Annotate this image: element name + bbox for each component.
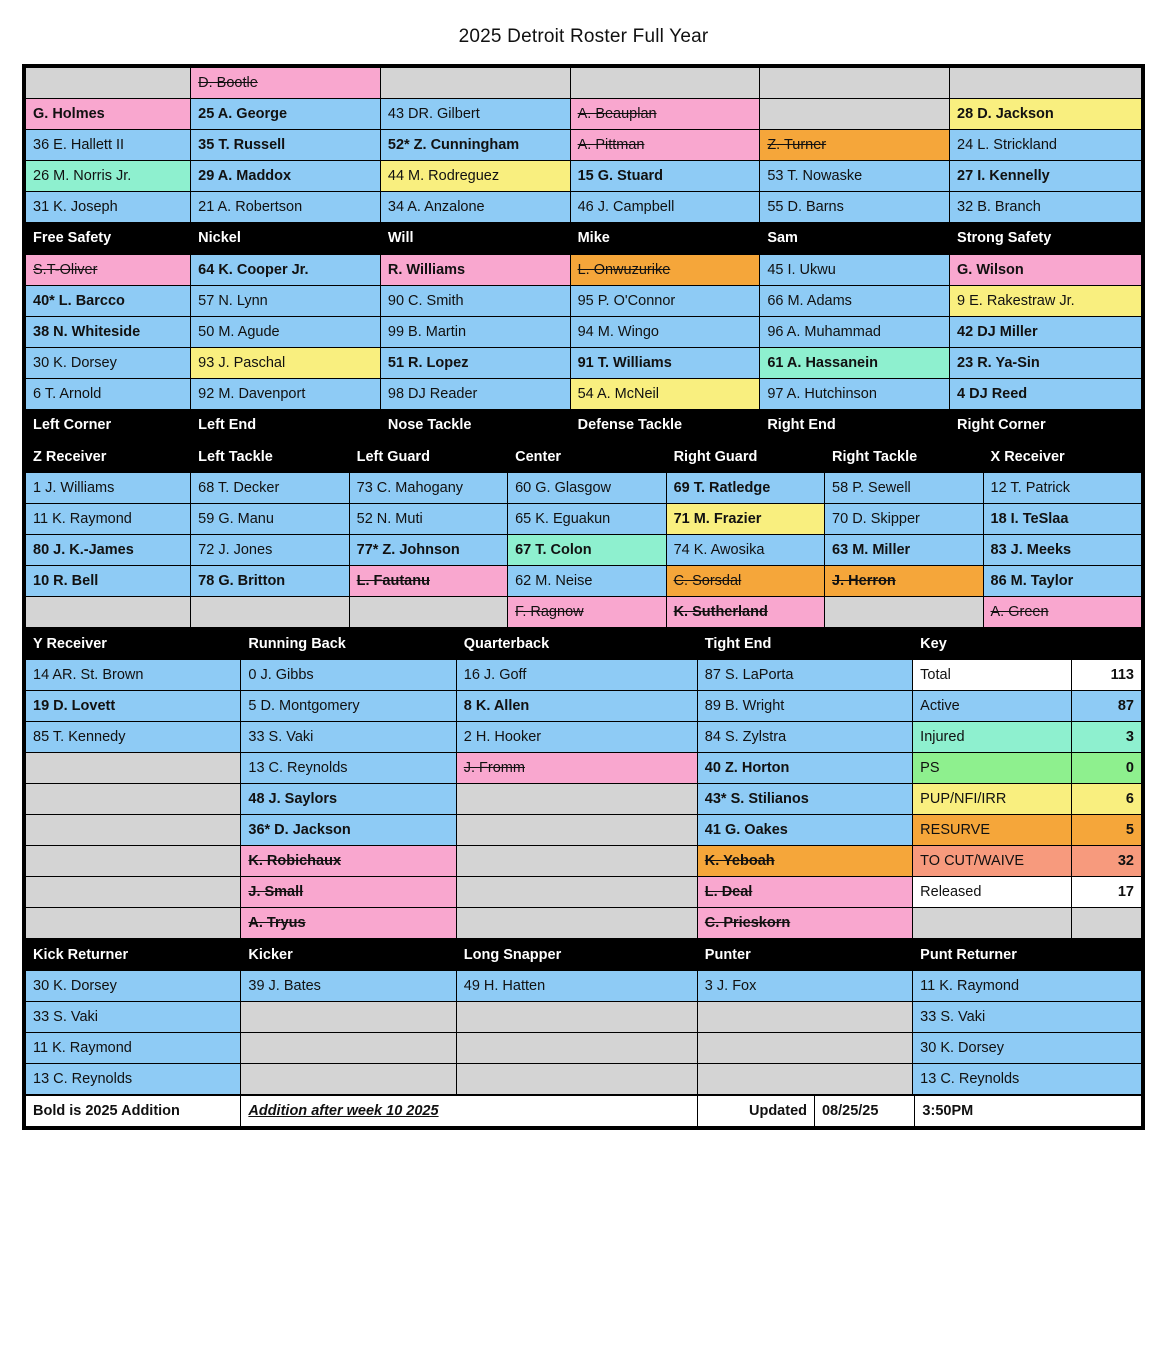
player-cell[interactable]: L. Fautanu <box>349 566 507 597</box>
column-header: Running Back <box>241 629 456 660</box>
player-cell[interactable]: 52* Z. Cunningham <box>380 130 570 161</box>
player-cell[interactable]: 31 K. Joseph <box>26 192 191 223</box>
player-cell[interactable]: 63 M. Miller <box>825 535 983 566</box>
player-cell[interactable]: 15 G. Stuard <box>570 161 760 192</box>
column-header: Left Corner <box>26 410 191 441</box>
table-row <box>26 130 1142 161</box>
player-cell <box>825 597 983 628</box>
player-cell <box>760 68 950 99</box>
column-header: Left End <box>191 410 381 441</box>
player-cell[interactable]: 66 M. Adams <box>760 286 950 317</box>
key-label: Active <box>913 691 1071 722</box>
player-cell[interactable]: 40 Z. Horton <box>697 753 912 784</box>
special-teams-table <box>25 939 1142 1095</box>
player-cell[interactable]: 92 M. Davenport <box>191 379 381 410</box>
table-row <box>26 99 1142 130</box>
player-cell[interactable]: 33 S. Vaki <box>26 1002 241 1033</box>
defense-line-table <box>25 254 1142 441</box>
player-cell[interactable]: 5 D. Montgomery <box>241 691 456 722</box>
table-row <box>26 753 1142 784</box>
column-header: Right Corner <box>950 410 1142 441</box>
table-row <box>26 1064 1142 1095</box>
table-row <box>26 971 1142 1002</box>
player-cell[interactable]: 86 M. Taylor <box>983 566 1142 597</box>
player-cell[interactable]: 36* D. Jackson <box>241 815 456 846</box>
footer-updated-time: 3:50PM <box>915 1096 1142 1127</box>
player-cell[interactable]: 83 J. Meeks <box>983 535 1142 566</box>
footer-italic-note: Addition after week 10 2025 <box>241 1096 697 1127</box>
player-cell <box>241 1002 456 1033</box>
player-cell[interactable]: 40* L. Barcco <box>26 286 191 317</box>
player-cell[interactable]: 35 T. Russell <box>191 130 381 161</box>
player-cell[interactable]: 78 G. Britton <box>191 566 349 597</box>
table-row <box>26 535 1142 566</box>
player-cell[interactable]: 23 R. Ya-Sin <box>950 348 1142 379</box>
table-row <box>26 846 1142 877</box>
key-label: Released <box>913 877 1071 908</box>
player-cell[interactable]: C. Sorsdal <box>666 566 824 597</box>
table-row <box>26 784 1142 815</box>
player-cell[interactable]: 71 M. Frazier <box>666 504 824 535</box>
player-cell[interactable]: 60 G. Glasgow <box>508 473 666 504</box>
player-cell[interactable]: 65 K. Eguakun <box>508 504 666 535</box>
table-row <box>26 660 1142 691</box>
player-cell[interactable]: Z. Turner <box>760 130 950 161</box>
player-cell[interactable]: 95 P. O'Connor <box>570 286 760 317</box>
player-cell[interactable]: 61 A. Hassanein <box>760 348 950 379</box>
column-header: Will <box>380 223 570 254</box>
key-label: Injured <box>913 722 1071 753</box>
player-cell[interactable]: 1 J. Williams <box>26 473 191 504</box>
player-cell[interactable]: 2 H. Hooker <box>456 722 697 753</box>
table-row <box>26 255 1142 286</box>
player-cell <box>570 68 760 99</box>
player-cell[interactable]: 13 C. Reynolds <box>26 1064 241 1095</box>
player-cell[interactable]: 73 C. Mahogany <box>349 473 507 504</box>
player-cell[interactable]: 0 J. Gibbs <box>241 660 456 691</box>
player-cell[interactable]: 77* Z. Johnson <box>349 535 507 566</box>
column-header: Z Receiver <box>26 442 191 473</box>
column-header: Tight End <box>697 629 912 660</box>
column-header: Y Receiver <box>26 629 241 660</box>
player-cell <box>380 68 570 99</box>
table-row <box>26 691 1142 722</box>
player-cell[interactable]: 84 S. Zylstra <box>697 722 912 753</box>
column-header: Punt Returner <box>913 940 1142 971</box>
column-header: Nickel <box>191 223 381 254</box>
footer-bold-note: Bold is 2025 Addition <box>26 1096 241 1127</box>
key-value: 3 <box>1071 722 1141 753</box>
offense-line-table <box>25 441 1142 628</box>
player-cell[interactable]: 16 J. Goff <box>456 660 697 691</box>
player-cell <box>456 846 697 877</box>
player-cell[interactable]: 19 D. Lovett <box>26 691 241 722</box>
player-cell[interactable]: 33 S. Vaki <box>913 1002 1142 1033</box>
player-cell <box>456 1002 697 1033</box>
table-row <box>26 504 1142 535</box>
table-row <box>26 379 1142 410</box>
player-cell <box>760 99 950 130</box>
column-header: Long Snapper <box>456 940 697 971</box>
table-row <box>26 597 1142 628</box>
table-row <box>26 161 1142 192</box>
block4-headers <box>26 629 1142 660</box>
player-cell[interactable]: C. Prieskorn <box>697 908 912 939</box>
player-cell[interactable]: 96 A. Muhammad <box>760 317 950 348</box>
player-cell[interactable]: 49 H. Hatten <box>456 971 697 1002</box>
player-cell[interactable]: 67 T. Colon <box>508 535 666 566</box>
player-cell[interactable]: J. Small <box>241 877 456 908</box>
player-cell[interactable]: 9 E. Rakestraw Jr. <box>950 286 1142 317</box>
player-cell[interactable]: 12 T. Patrick <box>983 473 1142 504</box>
player-cell[interactable]: 48 J. Saylors <box>241 784 456 815</box>
key-value: 113 <box>1071 660 1141 691</box>
player-cell[interactable]: 64 K. Cooper Jr. <box>191 255 381 286</box>
player-cell[interactable]: 45 I. Ukwu <box>760 255 950 286</box>
column-header: Left Guard <box>349 442 507 473</box>
table-row <box>26 722 1142 753</box>
key-value: 6 <box>1071 784 1141 815</box>
table-row <box>26 68 1142 99</box>
column-header: Right Tackle <box>825 442 983 473</box>
player-cell[interactable]: 69 T. Ratledge <box>666 473 824 504</box>
player-cell <box>456 908 697 939</box>
footer-table <box>25 1095 1142 1127</box>
player-cell <box>26 597 191 628</box>
key-label: Total <box>913 660 1071 691</box>
table-row <box>26 473 1142 504</box>
footer-updated-label: Updated <box>697 1096 814 1127</box>
player-cell[interactable]: G. Wilson <box>950 255 1142 286</box>
player-cell <box>456 1064 697 1095</box>
table-row <box>26 286 1142 317</box>
player-cell <box>950 68 1142 99</box>
player-cell[interactable]: J. Herron <box>825 566 983 597</box>
player-cell[interactable]: 58 P. Sewell <box>825 473 983 504</box>
player-cell[interactable]: 50 M. Agude <box>191 317 381 348</box>
block5-headers <box>26 940 1142 971</box>
player-cell[interactable]: 42 DJ Miller <box>950 317 1142 348</box>
column-header: Kick Returner <box>26 940 241 971</box>
player-cell[interactable]: 59 G. Manu <box>191 504 349 535</box>
player-cell[interactable]: 18 I. TeSlaa <box>983 504 1142 535</box>
player-cell[interactable]: 33 S. Vaki <box>241 722 456 753</box>
player-cell[interactable]: 72 J. Jones <box>191 535 349 566</box>
player-cell[interactable]: 3 J. Fox <box>697 971 912 1002</box>
player-cell[interactable]: 25 A. George <box>191 99 381 130</box>
player-cell[interactable]: 34 A. Anzalone <box>380 192 570 223</box>
player-cell[interactable]: F. Ragnow <box>508 597 666 628</box>
player-cell[interactable]: S.T-Oliver <box>26 255 191 286</box>
player-cell[interactable]: 62 M. Neise <box>508 566 666 597</box>
table-row <box>26 566 1142 597</box>
player-cell <box>241 1033 456 1064</box>
player-cell[interactable]: 99 B. Martin <box>380 317 570 348</box>
player-cell[interactable]: 43 DR. Gilbert <box>380 99 570 130</box>
player-cell <box>26 815 241 846</box>
key-label: TO CUT/WAIVE <box>913 846 1071 877</box>
player-cell <box>26 846 241 877</box>
key-value <box>1071 908 1141 939</box>
table-row <box>26 348 1142 379</box>
player-cell[interactable]: 28 D. Jackson <box>950 99 1142 130</box>
player-cell[interactable]: 30 K. Dorsey <box>26 971 241 1002</box>
player-cell[interactable]: G. Holmes <box>26 99 191 130</box>
player-cell[interactable]: 27 I. Kennelly <box>950 161 1142 192</box>
player-cell[interactable]: 85 T. Kennedy <box>26 722 241 753</box>
player-cell[interactable]: 70 D. Skipper <box>825 504 983 535</box>
player-cell <box>241 1064 456 1095</box>
column-header: Key <box>913 629 1071 660</box>
player-cell[interactable]: 30 K. Dorsey <box>913 1033 1142 1064</box>
key-label <box>913 908 1071 939</box>
player-cell <box>26 877 241 908</box>
footer-updated-date: 08/25/25 <box>814 1096 914 1127</box>
key-label: PS <box>913 753 1071 784</box>
column-header: Center <box>508 442 666 473</box>
player-cell[interactable]: L. Deal <box>697 877 912 908</box>
player-cell[interactable]: 93 J. Paschal <box>191 348 381 379</box>
player-cell[interactable]: R. Williams <box>380 255 570 286</box>
column-header: Quarterback <box>456 629 697 660</box>
player-cell[interactable]: 29 A. Maddox <box>191 161 381 192</box>
player-cell[interactable]: 8 K. Allen <box>456 691 697 722</box>
player-cell[interactable]: 4 DJ Reed <box>950 379 1142 410</box>
player-cell[interactable]: 24 L. Strickland <box>950 130 1142 161</box>
defense-back7-table <box>25 67 1142 254</box>
block2-headers <box>26 410 1142 441</box>
player-cell <box>26 68 191 99</box>
player-cell[interactable]: 90 C. Smith <box>380 286 570 317</box>
column-header: Sam <box>760 223 950 254</box>
page-title: 2025 Detroit Roster Full Year <box>458 26 709 47</box>
player-cell[interactable]: 14 AR. St. Brown <box>26 660 241 691</box>
block3-headers <box>26 442 1142 473</box>
player-cell[interactable]: K. Yeboah <box>697 846 912 877</box>
player-cell[interactable]: 54 A. McNeil <box>570 379 760 410</box>
player-cell[interactable]: 11 K. Raymond <box>913 971 1142 1002</box>
column-header: Nose Tackle <box>380 410 570 441</box>
player-cell[interactable]: J. Fromm <box>456 753 697 784</box>
player-cell[interactable]: A. Tryus <box>241 908 456 939</box>
player-cell[interactable]: 6 T. Arnold <box>26 379 191 410</box>
key-value: 5 <box>1071 815 1141 846</box>
player-cell[interactable]: 21 A. Robertson <box>191 192 381 223</box>
player-cell[interactable]: 89 B. Wright <box>697 691 912 722</box>
key-value: 87 <box>1071 691 1141 722</box>
player-cell[interactable]: D. Bootle <box>191 68 381 99</box>
player-cell[interactable]: 97 A. Hutchinson <box>760 379 950 410</box>
table-row <box>26 877 1142 908</box>
player-cell <box>697 1002 912 1033</box>
player-cell[interactable]: 39 J. Bates <box>241 971 456 1002</box>
player-cell[interactable]: A. Green <box>983 597 1142 628</box>
player-cell <box>26 784 241 815</box>
player-cell[interactable]: 80 J. K.-James <box>26 535 191 566</box>
player-cell <box>697 1033 912 1064</box>
player-cell[interactable]: 32 B. Branch <box>950 192 1142 223</box>
player-cell[interactable]: 41 G. Oakes <box>697 815 912 846</box>
column-header: Mike <box>570 223 760 254</box>
player-cell[interactable]: 43* S. Stilianos <box>697 784 912 815</box>
player-cell[interactable]: 38 N. Whiteside <box>26 317 191 348</box>
player-cell <box>191 597 349 628</box>
player-cell[interactable]: 26 M. Norris Jr. <box>26 161 191 192</box>
column-header: Punter <box>697 940 912 971</box>
column-header: Kicker <box>241 940 456 971</box>
player-cell <box>456 784 697 815</box>
player-cell[interactable]: 44 M. Rodreguez <box>380 161 570 192</box>
table-row <box>26 192 1142 223</box>
key-label: PUP/NFI/IRR <box>913 784 1071 815</box>
column-header: Defense Tackle <box>570 410 760 441</box>
player-cell[interactable]: 46 J. Campbell <box>570 192 760 223</box>
column-header: Right Guard <box>666 442 824 473</box>
player-cell[interactable]: 74 K. Awosika <box>666 535 824 566</box>
column-header: Free Safety <box>26 223 191 254</box>
player-cell[interactable]: 10 R. Bell <box>26 566 191 597</box>
player-cell[interactable]: 94 M. Wingo <box>570 317 760 348</box>
player-cell[interactable]: 36 E. Hallett II <box>26 130 191 161</box>
player-cell[interactable]: 51 R. Lopez <box>380 348 570 379</box>
table-row <box>26 1002 1142 1033</box>
roster-sheet <box>22 64 1145 1130</box>
column-header: Left Tackle <box>191 442 349 473</box>
player-cell[interactable]: 91 T. Williams <box>570 348 760 379</box>
column-header <box>1071 629 1141 660</box>
player-cell <box>26 753 241 784</box>
player-cell[interactable]: 98 DJ Reader <box>380 379 570 410</box>
table-row <box>26 908 1142 939</box>
player-cell[interactable]: 52 N. Muti <box>349 504 507 535</box>
key-value: 32 <box>1071 846 1141 877</box>
key-value: 17 <box>1071 877 1141 908</box>
column-header: Strong Safety <box>950 223 1142 254</box>
player-cell <box>456 815 697 846</box>
table-row <box>26 1033 1142 1064</box>
player-cell[interactable]: 57 N. Lynn <box>191 286 381 317</box>
player-cell[interactable]: 30 K. Dorsey <box>26 348 191 379</box>
player-cell[interactable]: 87 S. LaPorta <box>697 660 912 691</box>
player-cell <box>456 1033 697 1064</box>
key-label: RESURVE <box>913 815 1071 846</box>
player-cell[interactable]: L. Onwuzurike <box>570 255 760 286</box>
player-cell[interactable]: A. Pittman <box>570 130 760 161</box>
player-cell[interactable]: 68 T. Decker <box>191 473 349 504</box>
player-cell[interactable]: 11 K. Raymond <box>26 504 191 535</box>
player-cell[interactable]: 55 D. Barns <box>760 192 950 223</box>
skill-positions-table <box>25 628 1142 939</box>
column-header: Right End <box>760 410 950 441</box>
player-cell <box>456 877 697 908</box>
player-cell[interactable]: A. Beauplan <box>570 99 760 130</box>
player-cell <box>26 908 241 939</box>
player-cell[interactable]: 13 C. Reynolds <box>913 1064 1142 1095</box>
player-cell <box>349 597 507 628</box>
player-cell <box>697 1064 912 1095</box>
player-cell[interactable]: 11 K. Raymond <box>26 1033 241 1064</box>
player-cell[interactable]: K. Sutherland <box>666 597 824 628</box>
key-value: 0 <box>1071 753 1141 784</box>
player-cell[interactable]: K. Robichaux <box>241 846 456 877</box>
block1-headers <box>26 223 1142 254</box>
player-cell[interactable]: 13 C. Reynolds <box>241 753 456 784</box>
column-header: X Receiver <box>983 442 1142 473</box>
table-row <box>26 317 1142 348</box>
player-cell[interactable]: 53 T. Nowaske <box>760 161 950 192</box>
table-row <box>26 815 1142 846</box>
